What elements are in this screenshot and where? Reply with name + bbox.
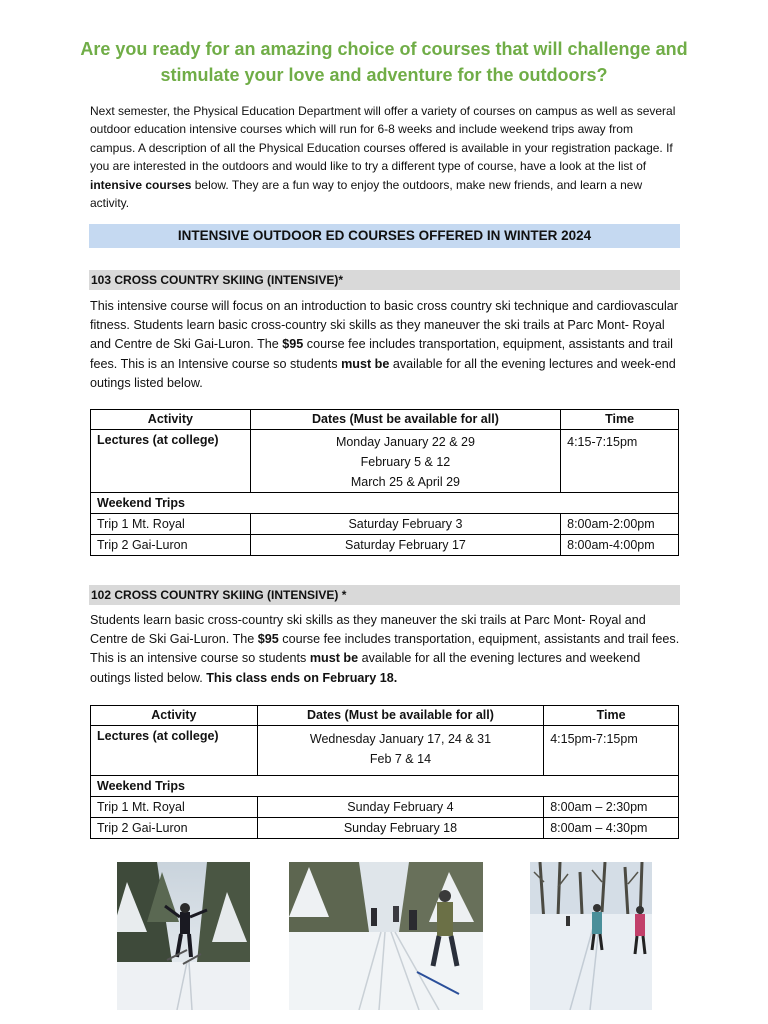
column-header-dates: Dates (Must be available for all) xyxy=(257,706,543,726)
column-header-dates: Dates (Must be available for all) xyxy=(250,410,560,430)
lecture-time: 4:15pm-7:15pm xyxy=(544,726,679,776)
lecture-time: 4:15-7:15pm xyxy=(561,430,679,493)
lectures-label: Lectures (at college) xyxy=(91,726,258,776)
trip-time: 8:00am – 4:30pm xyxy=(544,818,679,839)
course-102-desc-part: course fee includes transportation, equipment, assistants and trail fees. This is an intensive course so students xyxy=(90,632,680,666)
column-header-time: Time xyxy=(544,706,679,726)
course-102-fee: $95 xyxy=(257,632,279,647)
lecture-date-line: Monday January 22 & 29 xyxy=(335,435,475,449)
table-row xyxy=(91,726,679,776)
table-row xyxy=(91,776,679,797)
course-103-desc-part: available for all the evening lectures and week-end outings listed below. xyxy=(90,356,676,390)
lectures-label: Lectures (at college) xyxy=(91,430,251,493)
course-102-title: 102 CROSS COUNTRY SKIING (INTENSIVE) * xyxy=(89,585,680,605)
table-header-row xyxy=(91,410,679,430)
table-row xyxy=(91,818,679,839)
trip-time: 8:00am-2:00pm xyxy=(561,514,679,535)
trip-date: Sunday February 4 xyxy=(257,797,543,818)
course-103-description xyxy=(90,297,682,393)
intro-text-end: below. They are a fun way to enjoy the outdoors, make new friends, and learn a new activity. xyxy=(90,177,643,211)
page-headline: Are you ready for an amazing choice of courses that will challenge and stimulate your love and adventure for the outdoors? xyxy=(80,39,688,85)
trip-name: Trip 2 Gai-Luron xyxy=(91,535,251,556)
course-103-desc-part: course fee includes transportation, equipment, assistants and trail fees. This is an Intensive course so students xyxy=(90,337,673,371)
lecture-date-line: Wednesday January 17, 24 & 31 xyxy=(309,732,492,746)
trip-date: Saturday February 17 xyxy=(250,535,560,556)
course-103-desc-part: This intensive course will focus on an introduction to basic cross country ski technique and cardiovascular fitness. Students learn basic cross-country ski skills as they maneuver the ski trails at Parc Mont- Royal and Centre de Ski Gai-Luron. The xyxy=(90,299,679,352)
table-row xyxy=(91,797,679,818)
trip-name: Trip 1 Mt. Royal xyxy=(91,514,251,535)
course-103-schedule-table xyxy=(90,409,679,556)
table-row xyxy=(91,493,679,514)
ski-photo-forest xyxy=(117,862,250,1010)
course-102-schedule-table xyxy=(90,705,679,839)
course-102-desc-part: Students learn basic cross-country ski skills as they maneuver the ski trails at Parc Mont- Royal and Centre de Ski Gai-Luron. The xyxy=(90,613,646,647)
column-header-activity: Activity xyxy=(91,706,258,726)
trip-time: 8:00am-4:00pm xyxy=(561,535,679,556)
ski-photo-trail xyxy=(289,862,483,1010)
course-103-fee: $95 xyxy=(282,337,304,352)
trip-name: Trip 2 Gai-Luron xyxy=(91,818,258,839)
trip-date: Saturday February 3 xyxy=(250,514,560,535)
lecture-date-line: February 5 & 12 xyxy=(360,455,451,469)
weekend-trips-label: Weekend Trips xyxy=(91,776,679,797)
ski-photo-park xyxy=(530,862,652,1010)
course-102-description xyxy=(90,611,682,688)
intro-paragraph xyxy=(90,102,680,212)
table-header-row xyxy=(91,706,679,726)
intro-text: Next semester, the Physical Education Department will offer a variety of courses on campus as well as several outdoor education intensive courses which will run for 6-8 weeks and include weekend trips away from campus. A description of all the Physical Education courses offered is available in your registration package. If you are interested in the outdoors and would like to try a different type of course, have a look at the list of xyxy=(90,104,676,174)
lecture-date-line: March 25 & April 29 xyxy=(350,475,460,489)
weekend-trips-label: Weekend Trips xyxy=(91,493,679,514)
trip-date: Sunday February 18 xyxy=(257,818,543,839)
course-103-title: 103 CROSS COUNTRY SKIING (INTENSIVE)* xyxy=(89,270,680,290)
table-row xyxy=(91,535,679,556)
trip-time: 8:00am – 2:30pm xyxy=(544,797,679,818)
course-102-end-note: This class ends on February 18. xyxy=(206,670,398,685)
intro-bold-text: intensive courses xyxy=(90,177,192,192)
course-103-must-be: must be xyxy=(341,356,390,371)
course-102-must-be: must be xyxy=(309,651,359,666)
lecture-dates xyxy=(250,430,560,493)
section-banner: INTENSIVE OUTDOOR ED COURSES OFFERED IN WINTER 2024 xyxy=(89,224,680,248)
table-row xyxy=(91,430,679,493)
table-row xyxy=(91,514,679,535)
lecture-date-line: Feb 7 & 14 xyxy=(369,752,432,766)
course-102-desc-part: available for all the evening lectures and weekend outings listed below. xyxy=(90,651,641,685)
column-header-activity: Activity xyxy=(91,410,251,430)
column-header-time: Time xyxy=(561,410,679,430)
trip-name: Trip 1 Mt. Royal xyxy=(91,797,258,818)
lecture-dates xyxy=(257,726,543,776)
